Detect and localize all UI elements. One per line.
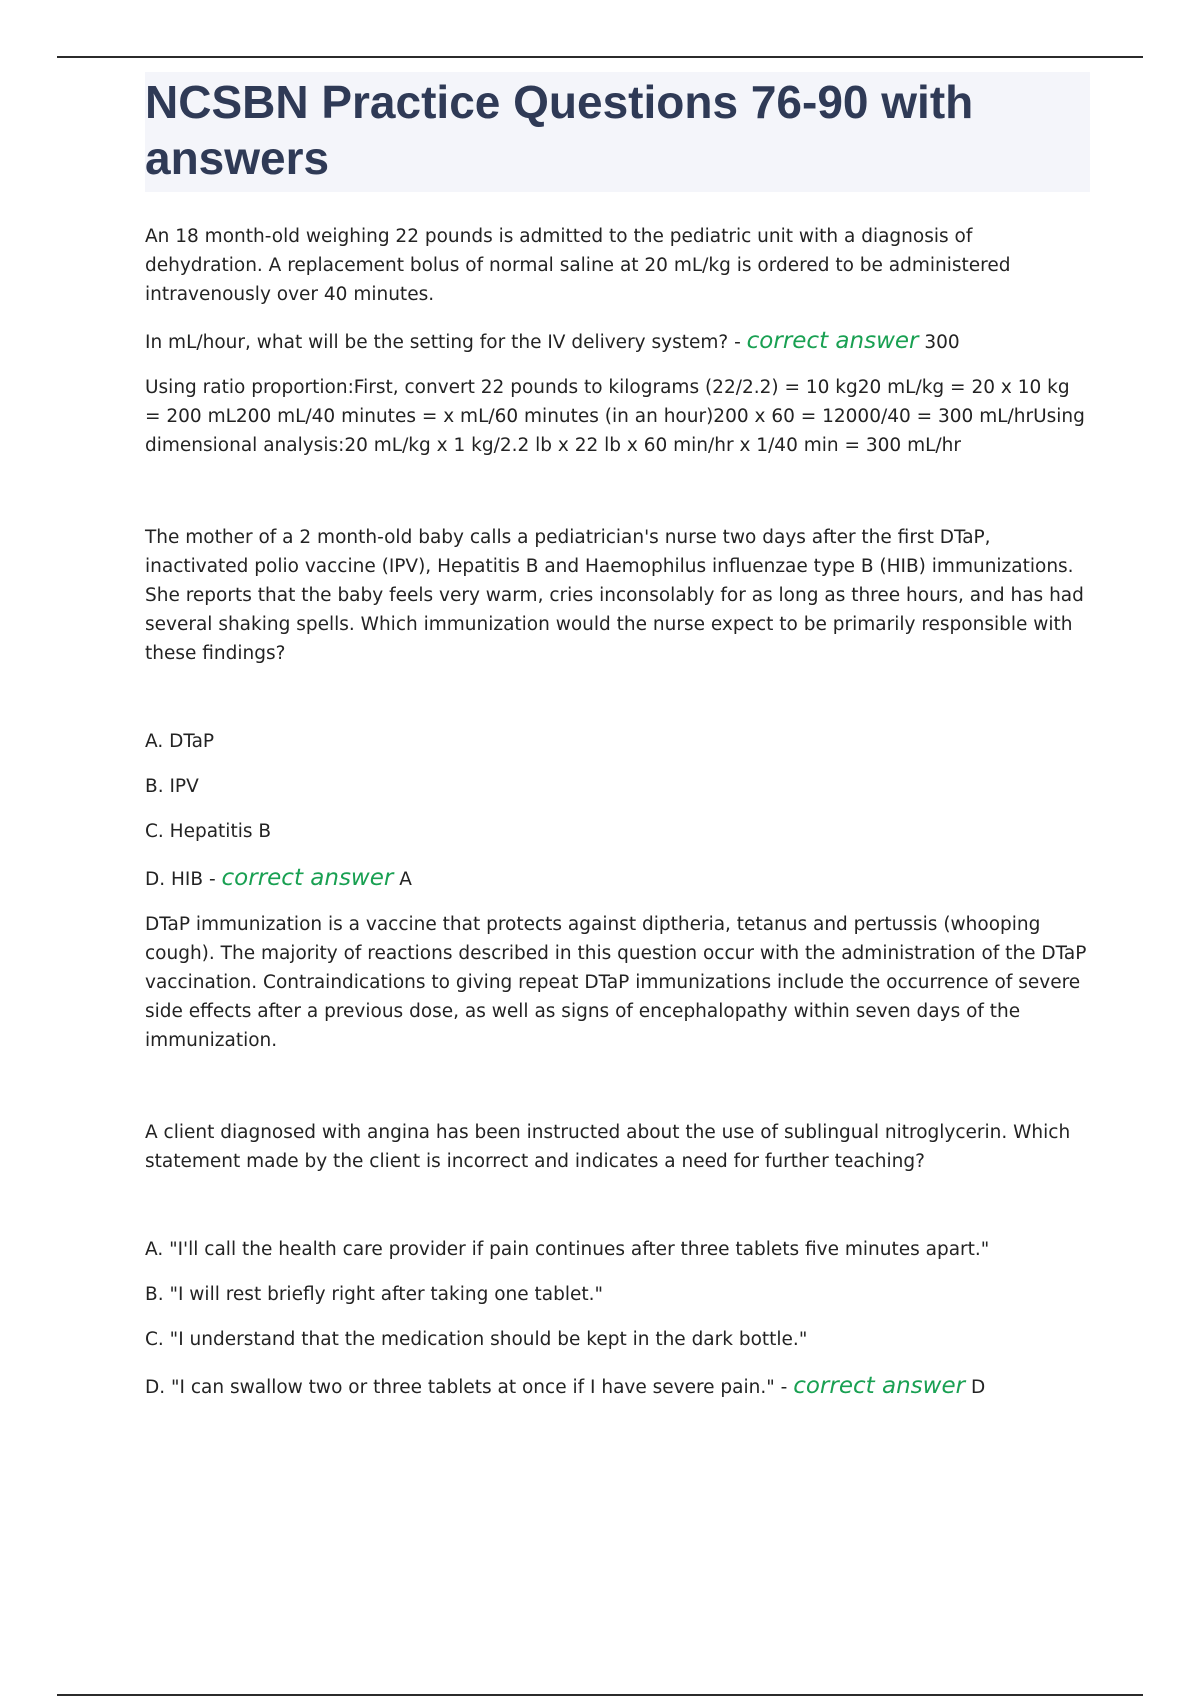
q3-option-a: A. "I'll call the health care provider if pain continues after three tablets five minutes apart." — [145, 1239, 990, 1260]
q2-option-b: B. IPV — [145, 776, 199, 797]
q3-option-c: C. "I understand that the medication should be kept in the dark bottle." — [145, 1329, 808, 1350]
q2-option-d — [145, 864, 1090, 894]
q3-correct-label: correct answer — [793, 1373, 966, 1399]
q2-answer: A — [399, 869, 412, 890]
q1-explanation: Using ratio proportion:First, convert 22 pounds to kilograms (22/2.2) = 10 kg20 mL/kg = 20 x 10 kg = 200 mL200 mL/40 minutes = x mL/60 minutes (in an hour)200 x 60 = 12000/40 = 300 mL/hrUsing dimensional analysis:20 mL/kg x 1 kg/2.2 lb x 22 lb x 60 min/hr x 1/40 min = 300 mL/hr — [145, 377, 1085, 456]
q2-option-a: A. DTaP — [145, 731, 215, 752]
q3-answer: D — [970, 1377, 986, 1398]
q1-question — [145, 327, 1090, 357]
q1-stem: An 18 month-old weighing 22 pounds is admitted to the pediatric unit with a diagnosis of dehydration. A replacement bolus of normal saline at 20 mL/kg is ordered to be administered intravenously over 40 minutes. — [145, 226, 1011, 305]
bottom-rule — [57, 1694, 1143, 1696]
page-title: NCSBN Practice Questions 76-90 with answers — [145, 76, 974, 184]
q1-correct-label: correct answer — [746, 328, 919, 354]
q2-option-d-text: D. HIB - — [145, 869, 216, 890]
q2-option-c: C. Hepatitis B — [145, 821, 272, 842]
q2-correct-label: correct answer — [221, 865, 394, 891]
q1-question-text: In mL/hour, what will be the setting for the IV delivery system? - — [145, 332, 741, 353]
q3-option-d — [145, 1372, 1090, 1402]
title-banner — [145, 72, 1090, 192]
q3-option-b: B. "I will rest briefly right after taking one tablet." — [145, 1284, 604, 1305]
q3-stem: A client diagnosed with angina has been instructed about the use of sublingual nitroglycerin. Which statement made by the client is incorrect and indicates a need for further teaching? — [145, 1122, 1071, 1172]
q2-stem: The mother of a 2 month-old baby calls a pediatrician's nurse two days after the first DTaP, inactivated polio vaccine (IPV), Hepatitis B and Haemophilus influenzae type B (HIB) immunizations. She reports that the baby feels very warm, cries inconsolably for as long as three hours, and has had several shaking spells. Which immunization would the nurse expect to be primarily responsible with these findings? — [145, 527, 1084, 664]
q2-explanation: DTaP immunization is a vaccine that protects against diptheria, tetanus and pertussis (whooping cough). The majority of reactions described in this question occur with the administration of the DTaP vaccination. Contraindications to giving repeat DTaP immunizations include the occurrence of severe side effects after a previous dose, as well as signs of encephalopathy within seven days of the immunization. — [145, 914, 1087, 1051]
top-rule — [57, 56, 1143, 58]
q1-answer: 300 — [924, 332, 960, 353]
document-page — [145, 72, 1090, 1402]
q3-option-d-text: D. "I can swallow two or three tablets at once if I have severe pain." - — [145, 1377, 788, 1398]
